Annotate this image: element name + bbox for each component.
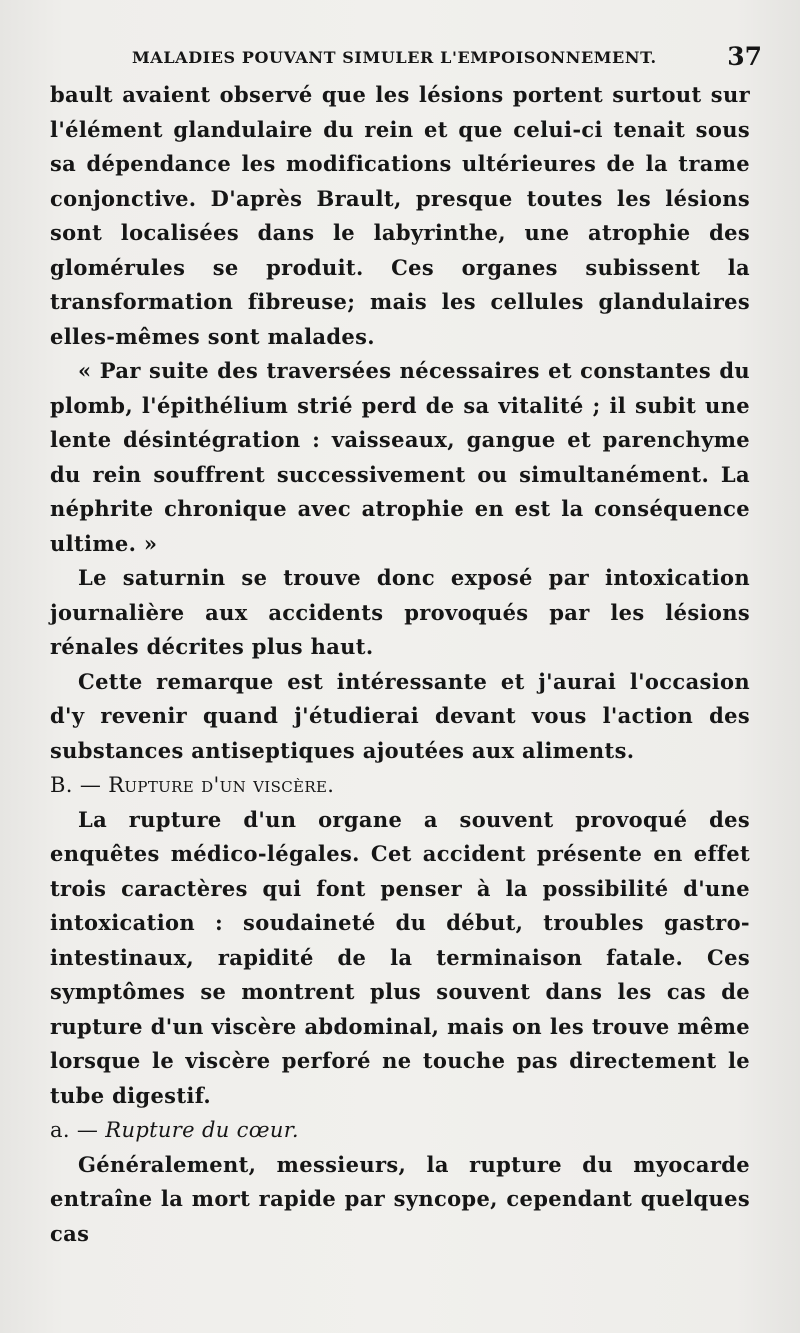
section-heading-a-prefix: a. — (50, 1118, 106, 1142)
paragraph: « Par suite des traversées nécessaires et constantes du plomb, l'épithélium strié perd de sa vitalité ; il subit une lente désintégration : vaisseaux, gangue et parenchyme du rein souffrent successivement ou simultanément. La néphrite chronique avec atrophie en est la conséquence ultime. » (50, 358, 750, 556)
section-heading-a (50, 1113, 750, 1148)
paragraph: Généralement, messieurs, la rupture du myocarde entraîne la mort rapide par syncope, cependant quelques cas (50, 1151, 750, 1246)
body-text (50, 78, 750, 1251)
page-number: 37 (727, 42, 762, 71)
section-heading-b-prefix: B. — (50, 773, 109, 797)
running-header-title: MALADIES POUVANT SIMULER L'EMPOISONNEMENT. (132, 48, 657, 67)
paragraph: Le saturnin se trouve donc exposé par intoxication journalière aux accidents provoqués par les lésions rénales décrites plus haut. (50, 565, 750, 659)
paragraph: bault avaient observé que les lésions portent surtout sur l'élément glandulaire du rein et que celui-ci tenait sous sa dépendance les modifications ultérieures de la trame conjonctive. D'après Brault, presque toutes les lésions sont localisées dans le labyrinthe, une atrophie des glomérules se produit. Ces organes subissent la transformation fibreuse; mais les cellules glandulaires elles-mêmes sont malades. (50, 82, 750, 349)
section-heading-b-title: Rupture d'un viscère. (108, 773, 335, 797)
section-heading-a-title: Rupture du cœur. (105, 1118, 299, 1142)
section-heading-b (50, 768, 750, 803)
paragraph: La rupture d'un organe a souvent provoqué des enquêtes médico-légales. Cet accident présente en effet trois caractères qui font penser à la possibilité d'une intoxication : soudaineté du début, troubles gastro-intestinaux, rapidité de la terminaison fatale. Ces symptômes se montrent plus souvent dans les cas de rupture d'un viscère abdominal, mais on les trouve même lorsque le viscère perforé ne touche pas directement le tube digestif. (50, 806, 750, 1108)
running-header (132, 42, 762, 72)
paragraph: Cette remarque est intéressante et j'aurai l'occasion d'y revenir quand j'étudierai devant vous l'action des substances antiseptiques ajoutées aux aliments. (50, 668, 750, 763)
